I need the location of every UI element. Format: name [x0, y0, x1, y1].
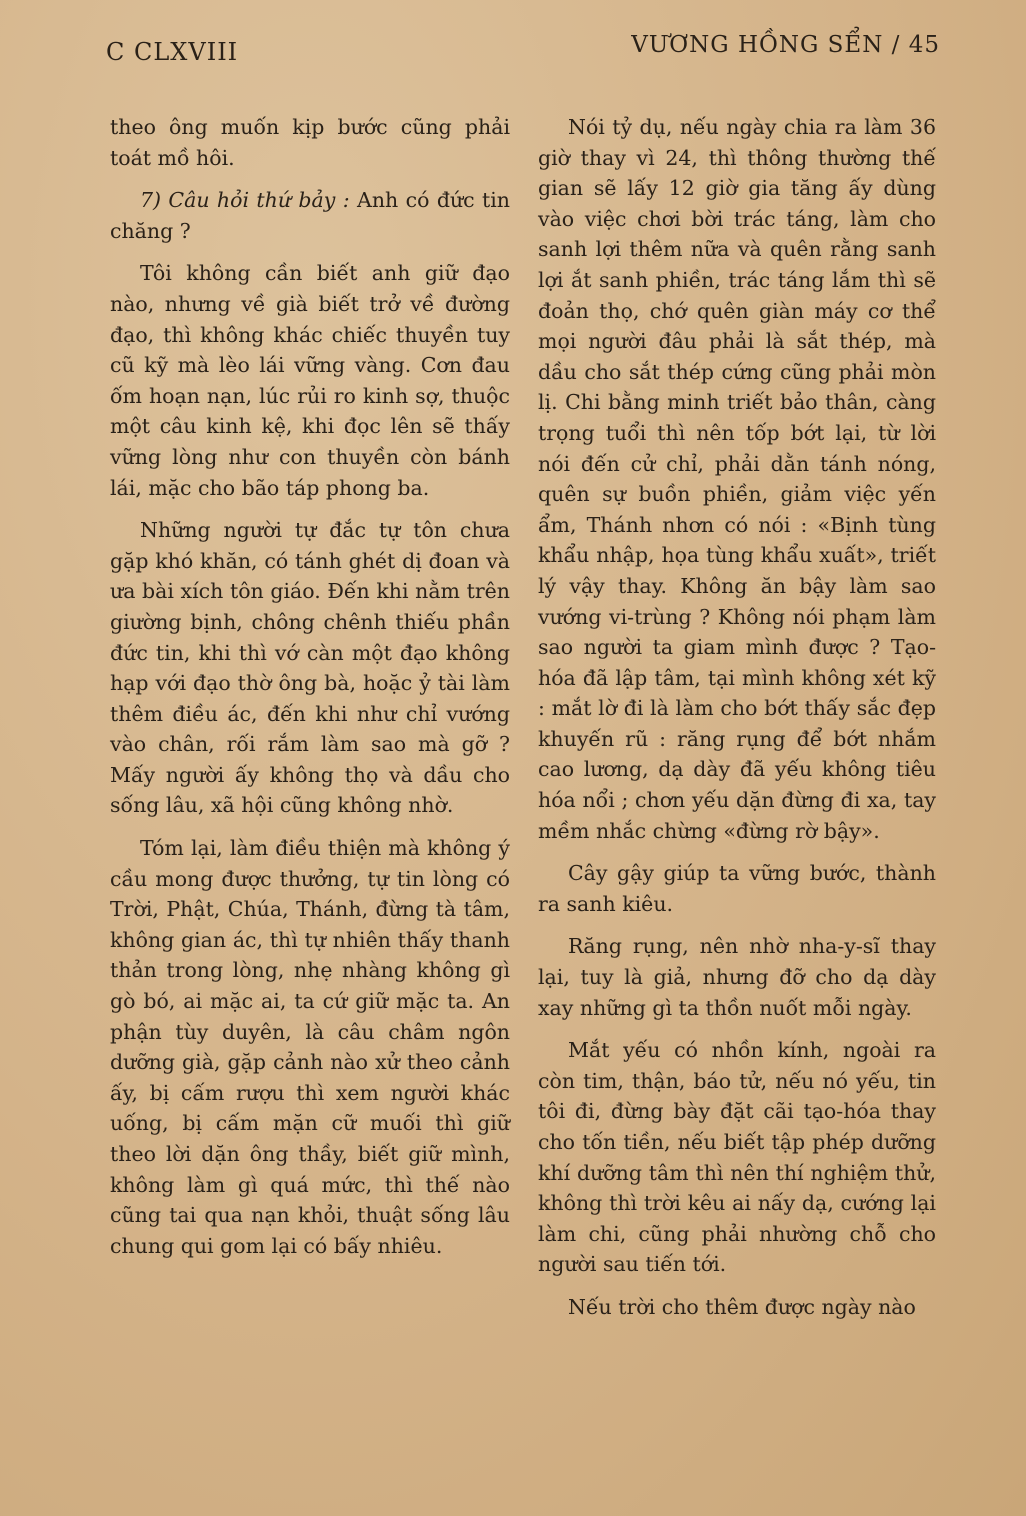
left-column [110, 112, 510, 1273]
left-paragraph-5: Tóm lại, làm điều thiện mà không ý cầu mong được thưởng, tự tin lòng có Trời, Phật, Chúa, Thánh, đừng tà tâm, không gian ác, thì tự nhiên thấy thanh thản trong lòng, nhẹ nhàng không gì gò bó, ai mặc ai, ta cứ giữ mặc ta. An phận tùy duyên, là câu châm ngôn dưỡng già, gặp cảnh nào xử theo cảnh ấy, bị cấm rượu thì xem người khác uống, bị cấm mặn cữ muối thì giữ theo lời dặn ông thầy, biết giữ mình, không làm gì quá mức, thì thế nào cũng tai qua nạn khỏi, thuật sống lâu chung qui gom lại có bấy nhiêu. [110, 836, 510, 1258]
right-column [538, 112, 936, 1335]
left-paragraph-3: Tôi không cần biết anh giữ đạo nào, nhưng về già biết trở về đường đạo, thì không khác chiếc thuyền tuy cũ kỹ mà lèo lái vững vàng. Cơn đau ốm hoạn nạn, lúc rủi ro kinh sợ, thuộc một câu kinh kệ, khi đọc lên sẽ thấy vững lòng như con thuyền còn bánh lái, mặc cho bão táp phong ba. [110, 261, 510, 500]
right-paragraph-4: Mắt yếu có nhồn kính, ngoài ra còn tim, thận, báo tử, nếu nó yếu, tin tôi đi, đừng bày đặt cãi tạo-hóa thay cho tốn tiền, nếu biết tập phép dưỡng khí dưỡng tâm thì nên thí nghiệm thử, không thì trời kêu ai nấy dạ, cướng lại làm chi, cũng phải nhường chỗ cho người sau tiến tới. [538, 1038, 936, 1277]
left-paragraph-2 [110, 185, 510, 246]
right-paragraph-2: Cây gậy giúp ta vững bước, thành ra sanh kiêu. [538, 861, 936, 916]
left-paragraph-4: Những người tự đắc tự tôn chưa gặp khó khăn, có tánh ghét dị đoan và ưa bài xích tôn giáo. Đến khi nằm trên giường bịnh, chông chênh thiếu phần đức tin, khi thì vớ càn một đạo không hạp với đạo thờ ông bà, hoặc ỷ tài làm thêm điều ác, đến khi như chỉ vướng vào chân, rối rắm làm sao mà gỡ ? Mấy người ấy không thọ và dầu cho sống lâu, xã hội cũng không nhờ. [110, 518, 510, 818]
left-paragraph-1: theo ông muốn kịp bước cũng phải toát mồ hôi. [110, 115, 510, 170]
right-paragraph-3: Răng rụng, nên nhờ nha-y-sĩ thay lại, tuy là giả, nhưng đỡ cho dạ dày xay những gì ta thồn nuốt mỗi ngày. [538, 934, 936, 1020]
page-header [0, 30, 1026, 80]
right-paragraph-1: Nói tỷ dụ, nếu ngày chia ra làm 36 giờ thay vì 24, thì thông thường thế gian sẽ lấy 12 giờ gia tăng ấy dùng vào việc chơi bời trác táng, làm cho sanh lợi thêm nữa và quên rằng sanh lợi ắt sanh phiền, trác táng lắm thì sẽ đoản thọ, chớ quên giàn máy cơ thể mọi người đâu phải là sắt thép, mà dầu cho sắt thép cứng cũng phải mòn lị. Chi bằng minh triết bảo thân, càng trọng tuổi thì nên tốp bớt lại, từ lời nói đến cử chỉ, phải dằn tánh nóng, quên sự buồn phiền, giảm việc yến ẩm, Thánh nhơn có nói : «Bịnh tùng khẩu nhập, họa tùng khẩu xuất», triết lý vậy thay. Không ăn bậy làm sao vướng vi-trùng ? Không nói phạm làm sao người ta giam mình được ? Tạo-hóa đã lập tâm, tại mình không xét kỹ : mắt lờ đi là làm cho bớt thấy sắc đẹp khuyến rũ : răng rụng để bớt nhắm cao lương, dạ dày đã yếu không tiêu hóa nổi ; chơn yếu dặn đừng đi xa, tay mềm nhắc chừng «đừng rờ bậy». [538, 115, 936, 843]
question-seven-text: Anh có đức tin chăng ? [110, 188, 511, 243]
question-seven-label: 7) Câu hỏi thứ bảy : [140, 188, 350, 213]
right-paragraph-5: Nếu trời cho thêm được ngày nào [568, 1294, 916, 1319]
author-page-number: VƯƠNG HỒNG SỂN / 45 [631, 32, 940, 58]
journal-issue-label: C CLXVIII [106, 38, 239, 66]
